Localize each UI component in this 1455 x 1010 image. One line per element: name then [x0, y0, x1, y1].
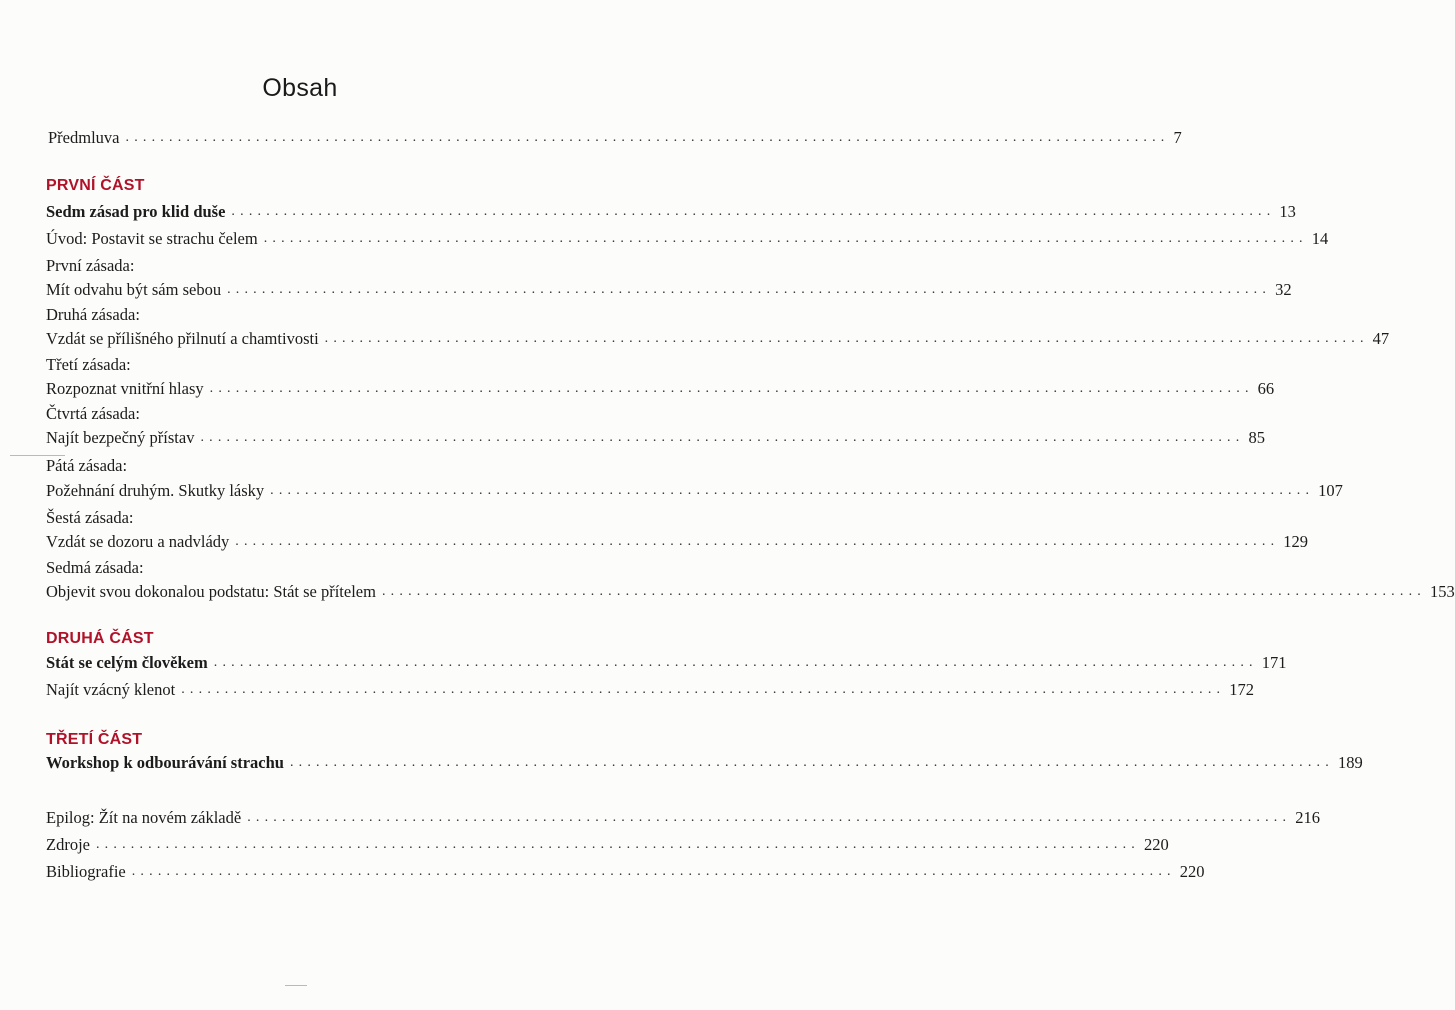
entry-title: Vzdát se dozoru a nadvlády — [46, 532, 230, 551]
entry-page: 107 — [1318, 481, 1343, 500]
entry-page: 171 — [1261, 653, 1287, 672]
toc-entry-part2-sub[interactable] — [46, 679, 1254, 701]
scan-artifact — [10, 455, 65, 456]
toc-entry-intro[interactable] — [46, 228, 1329, 250]
toc-entry-bibliography[interactable] — [46, 861, 1205, 883]
principle-label-7: Sedmá zásada: — [46, 558, 144, 577]
part-heading-3: TŘETÍ ČÁST — [46, 731, 143, 748]
part-heading-1: PRVNÍ ČÁST — [46, 177, 145, 194]
entry-title: Úvod: Postavit se strachu čelem — [46, 229, 258, 248]
entry-title: Rozpoznat vnitřní hlasy — [46, 379, 204, 398]
toc-entry-principle-6[interactable] — [46, 531, 1309, 553]
toc-entry-principle-5[interactable] — [46, 480, 1343, 502]
entry-page: 153 — [1429, 582, 1455, 601]
entry-page: 220 — [1179, 862, 1205, 881]
toc-entry-principle-7[interactable] — [46, 581, 1455, 603]
entry-page: 47 — [1372, 329, 1390, 348]
principle-label-2: Druhá zásada: — [46, 305, 140, 324]
entry-title: Mít odvahu být sám sebou — [46, 280, 222, 299]
dot-leader: ........................................................................................................................ — [131, 864, 1176, 879]
toc-entry-part2-main[interactable] — [46, 652, 1287, 674]
dot-leader: ........................................................................................................................ — [235, 534, 1280, 549]
entry-page: 129 — [1283, 532, 1309, 551]
entry-page: 32 — [1275, 280, 1292, 299]
page-title: Obsah — [262, 74, 338, 102]
dot-leader: ........................................................................................................................ — [213, 655, 1258, 670]
toc-entry-sources[interactable] — [46, 834, 1169, 856]
toc-entry-principle-4[interactable] — [46, 427, 1265, 449]
entry-title: Najít bezpečný přístav — [46, 428, 195, 447]
entry-title: Předmluva — [48, 128, 120, 147]
dot-leader: ........................................................................................................................ — [381, 584, 1426, 599]
dot-leader: ........................................................................................................................ — [289, 755, 1334, 770]
entry-title: Najít vzácný klenot — [46, 680, 176, 699]
entry-title: Sedm zásad pro klid duše — [46, 202, 226, 221]
dot-leader: ........................................................................................................................ — [209, 381, 1254, 396]
dot-leader: ........................................................................................................................ — [263, 231, 1308, 246]
entry-title: Workshop k odbourávání strachu — [46, 753, 284, 772]
entry-page: 216 — [1295, 808, 1320, 827]
dot-leader: ........................................................................................................................ — [227, 282, 1272, 297]
toc-entry-principle-2[interactable] — [46, 328, 1390, 350]
dot-leader: ........................................................................................................................ — [95, 837, 1140, 852]
toc-entry-part3-main[interactable] — [46, 752, 1363, 774]
entry-page: 14 — [1311, 229, 1329, 248]
principle-label-6: Šestá zásada: — [46, 508, 134, 527]
dot-leader: ........................................................................................................................ — [200, 430, 1245, 445]
entry-page: 85 — [1248, 428, 1265, 447]
toc-entry-principle-3[interactable] — [46, 378, 1275, 400]
entry-page: 220 — [1143, 835, 1169, 854]
scan-artifact — [285, 985, 307, 986]
dot-leader: ........................................................................................................................ — [231, 204, 1276, 219]
principle-label-3: Třetí zásada: — [46, 355, 131, 374]
entry-page: 7 — [1173, 128, 1182, 147]
entry-title: Zdroje — [46, 835, 90, 854]
entry-title: Bibliografie — [46, 862, 126, 881]
part-heading-2: DRUHÁ ČÁST — [46, 630, 154, 647]
entry-title: Objevit svou dokonalou podstatu: Stát se přítelem — [46, 582, 376, 601]
principle-label-1: První zásada: — [46, 256, 135, 275]
dot-leader: ........................................................................................................................ — [270, 483, 1315, 498]
entry-title: Epilog: Žít na novém základě — [46, 808, 242, 827]
dot-leader: ........................................................................................................................ — [247, 810, 1292, 825]
dot-leader: ........................................................................................................................ — [181, 682, 1226, 697]
dot-leader: ........................................................................................................................ — [324, 331, 1369, 346]
entry-title: Požehnání druhým. Skutky lásky — [46, 481, 265, 500]
toc-entry-epilog[interactable] — [46, 807, 1320, 829]
dot-leader: ........................................................................................................................ — [125, 130, 1170, 145]
entry-title: Stát se celým člověkem — [46, 653, 208, 672]
entry-page: 66 — [1257, 379, 1275, 398]
toc-entry-part1-main[interactable] — [46, 201, 1296, 223]
entry-title: Vzdát se přílišného přilnutí a chamtivosti — [46, 329, 319, 348]
toc-entry-preface[interactable] — [48, 127, 1182, 149]
entry-page: 13 — [1279, 202, 1296, 221]
entry-page: 189 — [1337, 753, 1363, 772]
toc-entry-principle-1[interactable] — [46, 279, 1292, 301]
principle-label-5: Pátá zásada: — [46, 456, 128, 475]
principle-label-4: Čtvrtá zásada: — [46, 404, 140, 423]
entry-page: 172 — [1229, 680, 1254, 699]
